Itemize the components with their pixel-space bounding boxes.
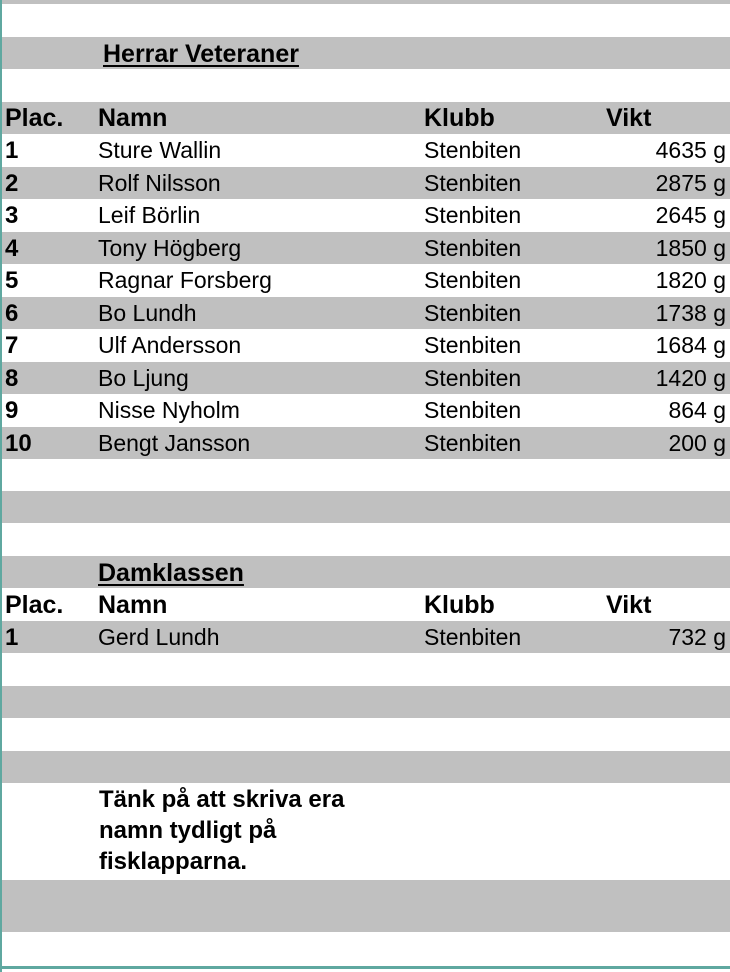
header-place: Plac. [5,591,64,619]
section-title-dam: Damklassen [98,559,244,587]
name: Nisse Nyholm [98,397,240,423]
header-weight: Vikt [606,104,652,132]
bottom-border [0,966,730,969]
table-row [0,329,730,361]
club: Stenbiten [424,267,522,293]
table-header [0,589,730,621]
place: 6 [5,300,19,327]
place: 10 [5,430,32,457]
club: Stenbiten [424,137,522,163]
header-place: Plac. [5,104,64,132]
reminder-note: Tänk på att skriva era namn tydligt på fisklapparna. [99,786,345,875]
club: Stenbiten [424,430,522,456]
table-row [0,232,730,264]
weight: 2645 g [655,202,726,228]
band [2,880,730,932]
weight: 4635 g [655,137,726,163]
name: Bo Ljung [98,365,189,391]
name: Ulf Andersson [98,332,242,358]
table-row [0,362,730,394]
place: 7 [5,332,19,359]
header-club: Klubb [424,591,495,619]
table-row [0,167,730,199]
band [2,0,730,4]
table-row [0,394,730,426]
name: Tony Högberg [98,235,242,261]
place: 1 [5,624,19,651]
header-name: Namn [98,591,168,619]
name: Gerd Lundh [98,624,220,650]
header-club: Klubb [424,104,495,132]
table-row [0,297,730,329]
band [2,686,730,718]
weight: 1820 g [655,267,726,293]
club: Stenbiten [424,300,522,326]
club: Stenbiten [424,624,522,650]
weight: 732 g [668,624,726,650]
weight: 1684 g [655,332,726,358]
section-title-herrar: Herrar Veteraner [103,40,299,68]
club: Stenbiten [424,332,522,358]
weight: 1850 g [655,235,726,261]
club: Stenbiten [424,170,522,196]
band [2,751,730,783]
place: 8 [5,365,19,392]
weight: 2875 g [655,170,726,196]
place: 9 [5,397,19,424]
club: Stenbiten [424,397,522,423]
club: Stenbiten [424,202,522,228]
weight: 864 g [668,397,726,423]
name: Ragnar Forsberg [98,267,272,293]
table-row [0,427,730,459]
name: Rolf Nilsson [98,170,221,196]
band [2,491,730,523]
header-name: Namn [98,104,168,132]
club: Stenbiten [424,235,522,261]
name: Leif Börlin [98,202,201,228]
place: 3 [5,202,19,229]
weight: 1420 g [655,365,726,391]
name: Bengt Jansson [98,430,251,456]
place: 1 [5,137,19,164]
name: Bo Lundh [98,300,197,326]
place: 5 [5,267,19,294]
club: Stenbiten [424,365,522,391]
table-row [0,621,730,653]
table-row [0,134,730,166]
weight: 200 g [668,430,726,456]
name: Sture Wallin [98,137,222,163]
place: 4 [5,235,19,262]
table-header [0,102,730,134]
table-row [0,264,730,296]
table-row [0,199,730,231]
header-weight: Vikt [606,591,652,619]
place: 2 [5,170,19,197]
weight: 1738 g [655,300,726,326]
